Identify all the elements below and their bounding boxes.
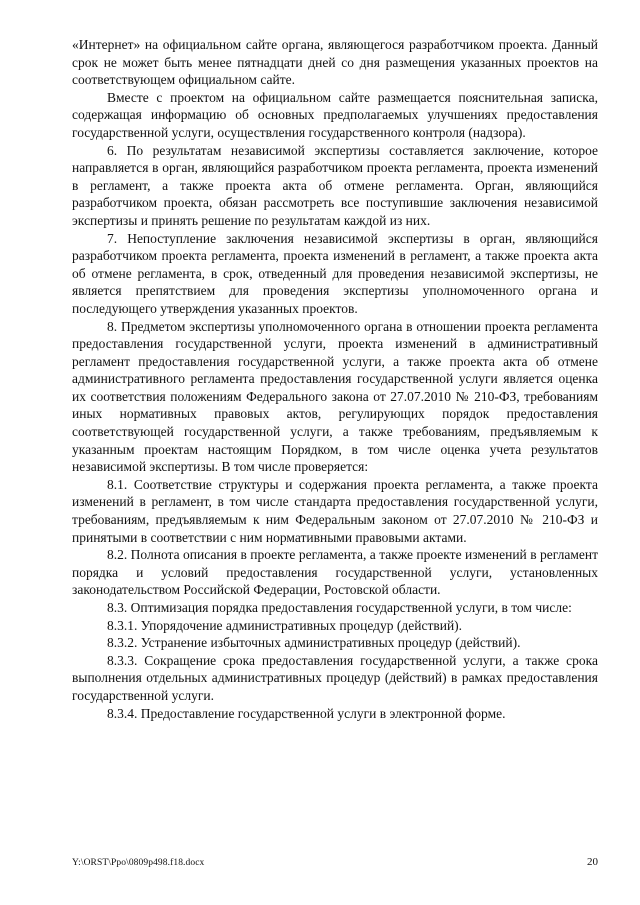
- footer-file-path: Y:\ORST\Ppo\0809p498.f18.docx: [72, 858, 205, 868]
- footer-page-number: 20: [587, 856, 598, 868]
- document-body: [72, 36, 598, 722]
- paragraph-clause-6: 6. По результатам независимой экспертизы составляется заключение, которое направляется в орган, являющийся разработчиком проекта регламента, проекта изменений в регламент, а также проекта акта об отмене регламента. Орган, являющийся разработчиком проекта, обязан рассмотреть все поступившие заключения независимой экспертизы и принять решение по результатам каждой из них.: [72, 142, 598, 228]
- paragraph-clause-8-3-4: 8.3.4. Предоставление государственной услуги в электронной форме.: [107, 705, 506, 721]
- paragraph-clause-8: 8. Предметом экспертизы уполномоченного органа в отношении проекта регламента предоставления государственной услуги, проекта изменений в административный регламент предоставления государственной услуги, а также проекта акта об отмене административного регламента предоставления государственной услуги является оценка их соответствия положениям Федерального закона от 27.07.2010 № 210-ФЗ, требованиям иных нормативных правовых актов, регулирующих порядок предоставления соответствующей государственной услуги, а также требованиям, предъявляемым к указанным проектам настоящим Порядком, в том числе оценка учета результатов независимой экспертизы. В том числе проверяется:: [72, 318, 598, 475]
- paragraph-clause-8-3-1: 8.3.1. Упорядочение административных процедур (действий).: [107, 617, 463, 633]
- paragraph-clause-7: 7. Непоступление заключения независимой экспертизы в орган, являющийся разработчиком проекта регламента, проекта изменений в регламент, а также проекта акта об отмене регламента, в срок, отведенный для проведения независимой экспертизы, не является препятствием для проведения экспертизы уполномоченного органа и последующего утверждения указанных проектов.: [72, 230, 598, 316]
- paragraph-clause-8-2: 8.2. Полнота описания в проекте регламента, а также проекте изменений в регламент порядка и условий предоставления государственной услуги, установленных законодательством Российской Федерации, Ростовской области.: [72, 547, 598, 598]
- paragraph-clause-8-1: 8.1. Соответствие структуры и содержания проекта регламента, а также проекта изменений в регламент, в том числе стандарта предоставления государственной услуги, требованиям, предъявляемым к ним Федеральным законом от 27.07.2010 № 210-ФЗ и принятыми в соответствии с ним нормативными правовыми актами.: [72, 476, 598, 545]
- paragraph-explanatory-note: Вместе с проектом на официальном сайте размещается пояснительная записка, содержащая информацию об основных предполагаемых улучшениях предоставления государственной услуги, осуществления государственного контроля (надзора).: [72, 89, 598, 140]
- paragraph-intro-continuation: «Интернет» на официальном сайте органа, являющегося разработчиком проекта. Данный срок не может быть менее пятнадцати дней со дня размещения указанных проектов на соответствующем официальном сайте.: [72, 37, 598, 88]
- paragraph-clause-8-3-2: 8.3.2. Устранение избыточных административных процедур (действий).: [107, 635, 521, 651]
- paragraph-clause-8-3-3: 8.3.3. Сокращение срока предоставления государственной услуги, а также срока выполнения отдельных административных процедур (действий) в рамках предоставления государственной услуги.: [72, 652, 598, 703]
- paragraph-clause-8-3: 8.3. Оптимизация порядка предоставления государственной услуги, в том числе:: [107, 600, 572, 615]
- page-footer: [72, 856, 598, 868]
